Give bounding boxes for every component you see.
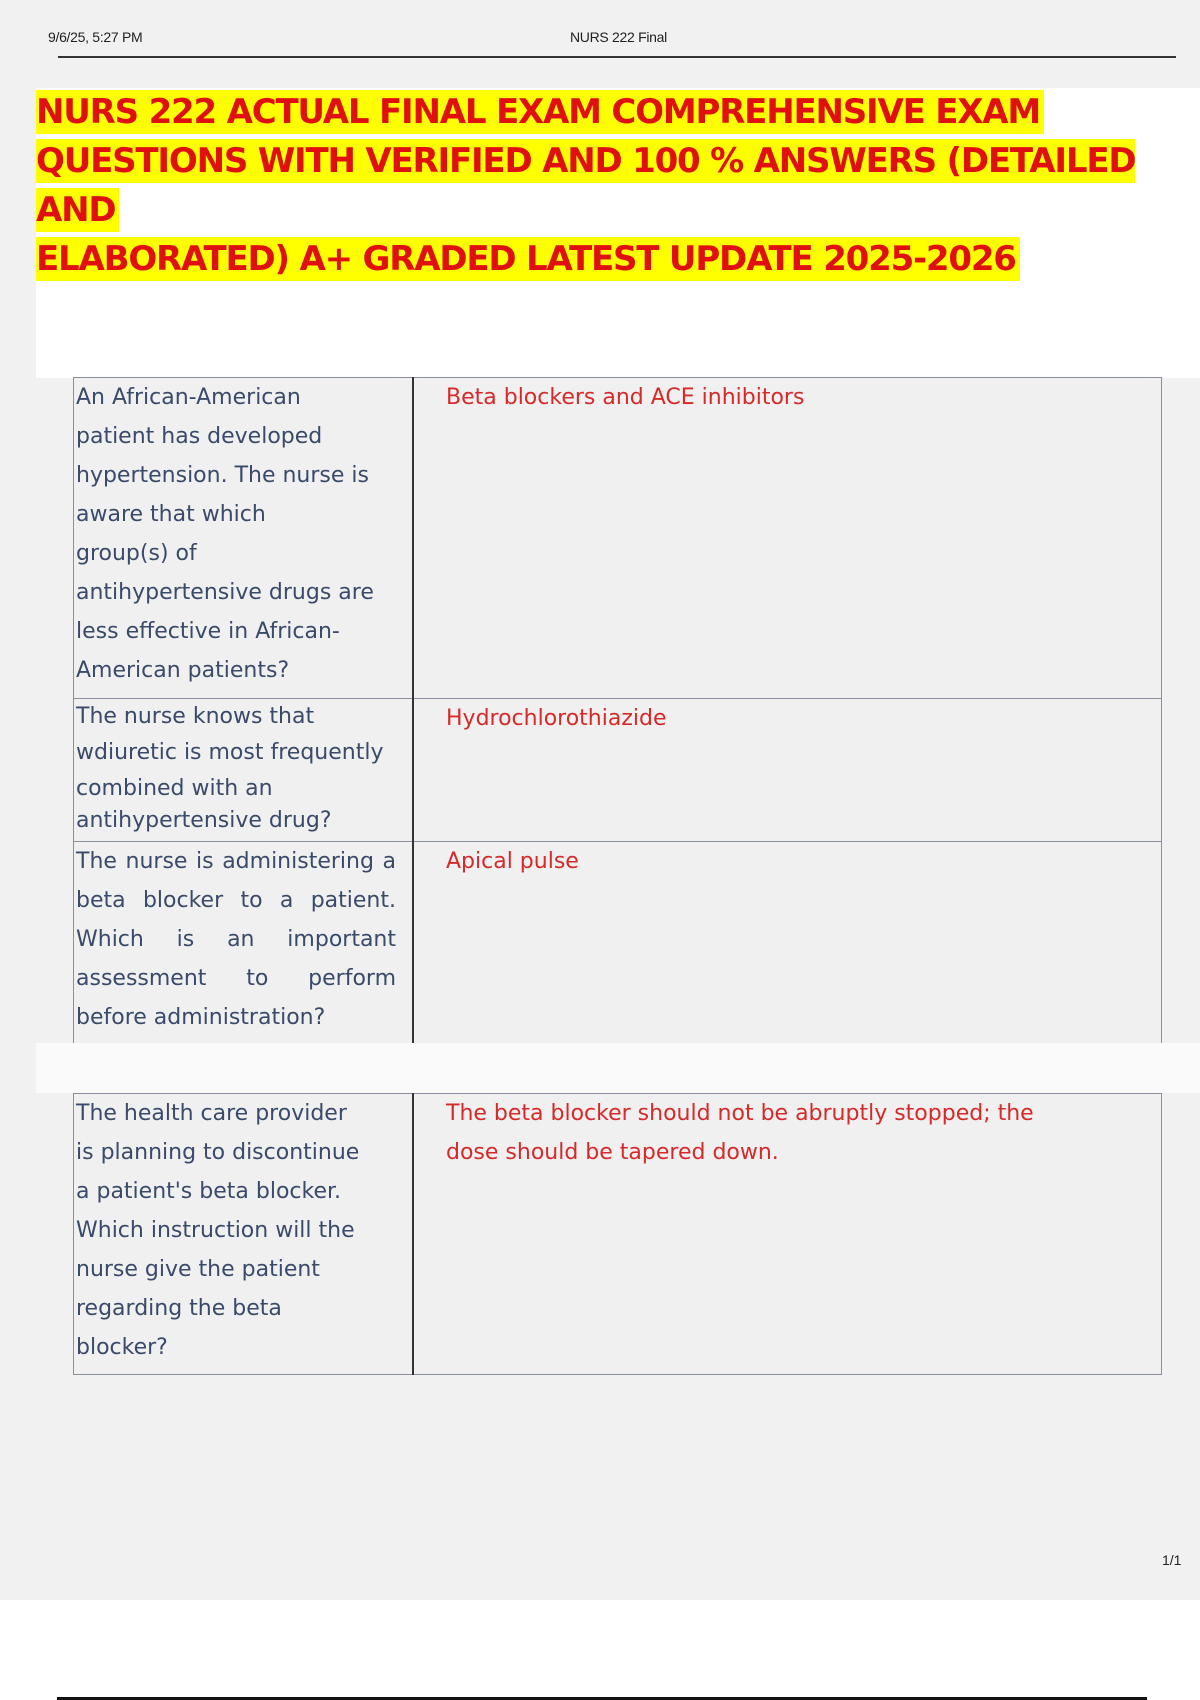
question-cell [74,699,414,842]
qa-table-1 [73,377,1162,1044]
question-line: blocker? [76,1335,168,1360]
question-line: group(s) of [76,541,197,566]
page-number: 1/1 [1162,1552,1182,1568]
table-gap [36,1043,1200,1093]
question-line: patient has developed [76,424,323,449]
document-title [36,88,1200,284]
answer-cell [413,842,1162,1044]
answer-cell [413,699,1162,842]
answer-cell [413,1094,1162,1375]
question-cell [74,842,414,1044]
answer-line: dose should be tapered down. [446,1140,779,1165]
question-line: The nurse is administering a [76,849,396,874]
table-row [74,378,1162,699]
question-cell [74,1094,414,1375]
table-row [74,699,1162,842]
question-line: antihypertensive drugs are [76,580,374,605]
question-line: is planning to discontinue [76,1140,360,1165]
question-line: nurse give the patient [76,1257,320,1282]
question-line: combined with an [76,776,273,801]
question-line: aware that which [76,502,266,527]
answer-line: Beta blockers and ACE inhibitors [446,385,805,410]
title-line: ELABORATED) A+ GRADED LATEST UPDATE 2025-2026 [36,237,1020,281]
qa-table-2 [73,1093,1162,1375]
title-line: NURS 222 ACTUAL FINAL EXAM COMPREHENSIVE EXAM [36,90,1044,134]
print-doc-title: NURS 222 Final [570,29,667,45]
answer-cell [413,378,1162,699]
answer-line: Hydrochlorothiazide [446,706,667,731]
title-line: QUESTIONS WITH VERIFIED AND 100 % ANSWERS (DETAILED AND [36,141,1136,230]
question-line: wdiuretic is most frequently [76,740,384,765]
answer-line: The beta blocker should not be abruptly stopped; the [446,1101,1034,1126]
question-line: Which is an important [76,927,396,952]
table-row [74,842,1162,1044]
question-line: before administration? [76,1005,326,1030]
question-line: beta blocker to a patient. [76,888,396,913]
question-line: a patient's beta blocker. [76,1179,342,1204]
question-line: The health care provider [76,1101,347,1126]
header-divider [58,56,1176,58]
print-datetime: 9/6/25, 5:27 PM [48,29,143,45]
question-line: The nurse knows that [76,704,315,729]
question-line: assessment to perform [76,966,396,991]
question-line: regarding the beta [76,1296,282,1321]
question-line: antihypertensive drug? [76,808,332,833]
question-line: American patients? [76,658,290,683]
question-cell [74,378,414,699]
question-line: An African-American [76,385,301,410]
question-line: hypertension. The nurse is [76,463,369,488]
question-line: Which instruction will the [76,1218,355,1243]
question-line: less effective in African- [76,619,340,644]
answer-line: Apical pulse [446,849,579,874]
table-row [74,1094,1162,1375]
